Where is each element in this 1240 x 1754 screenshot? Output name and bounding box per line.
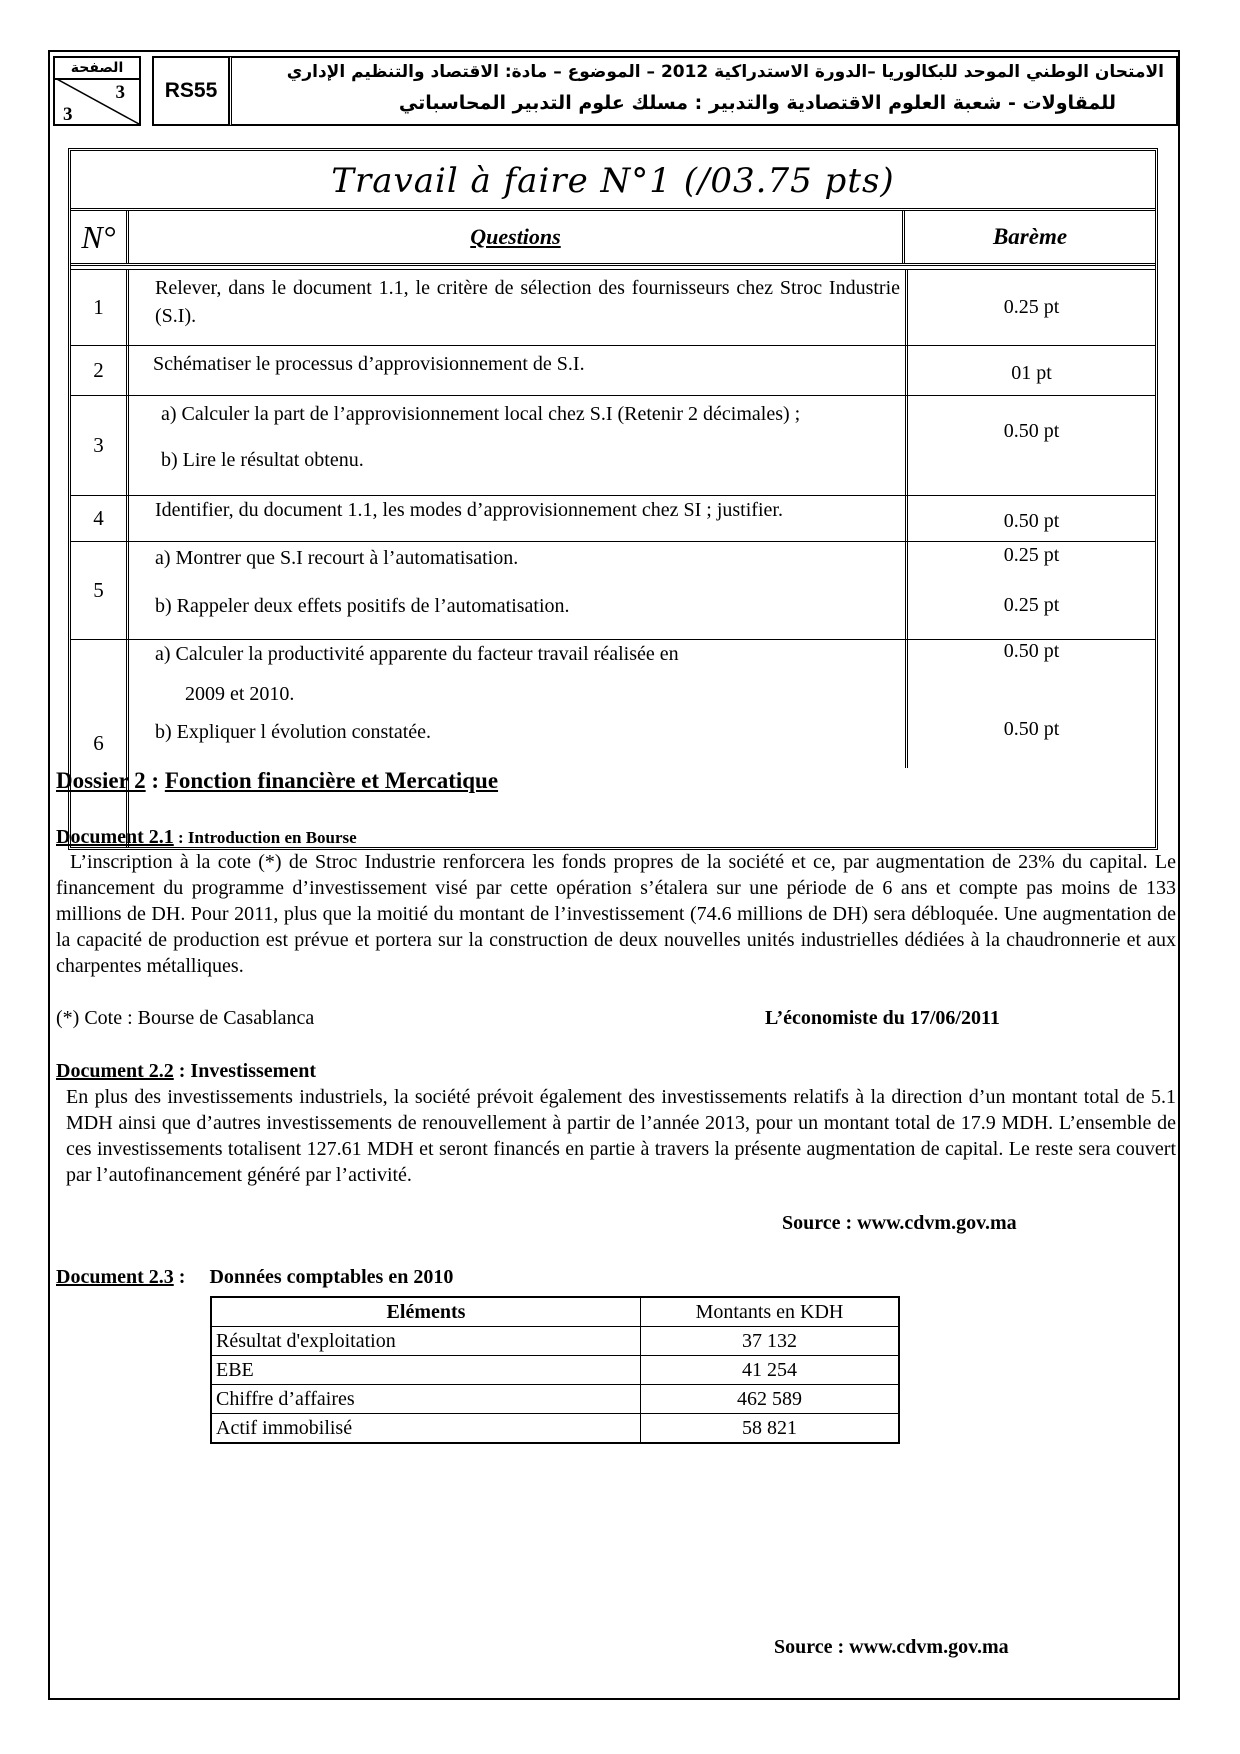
dossier-label: Dossier 2 <box>56 768 146 793</box>
doc23-element: Chiffre d’affaires <box>211 1385 641 1414</box>
table-row <box>211 1385 899 1414</box>
page-label: الصفحة <box>55 58 139 80</box>
exam-title-line2: للمقاولات - شعبة العلوم الاقتصادية والتدبير : مسلك علوم التدبير المحاسباتي <box>398 92 1116 114</box>
doc23-element: Résultat d'exploitation <box>211 1327 641 1356</box>
doc21-source: L’économiste du 17/06/2011 <box>765 1007 1000 1029</box>
dossier-separator: : <box>145 768 165 793</box>
page-total: 3 <box>63 104 73 125</box>
question-row <box>71 639 1155 847</box>
doc23-label: Document 2.3 <box>56 1266 174 1288</box>
question-row <box>71 541 1155 639</box>
doc23-element: EBE <box>211 1356 641 1385</box>
doc22-source: Source : www.cdvm.gov.ma <box>782 1212 1017 1234</box>
question-text: Identifier, du document 1.1, les modes d’approvisionnement chez SI ; justifier. <box>155 499 783 521</box>
doc23-montant: 462 589 <box>641 1385 900 1414</box>
doc22-label: Document 2.2 <box>56 1060 174 1082</box>
exam-code: RS55 <box>152 56 230 126</box>
question-points-cell <box>905 542 1155 639</box>
doc23-title: Données comptables en 2010 <box>209 1266 454 1288</box>
question-number: 1 <box>71 270 129 345</box>
work-table <box>68 148 1158 850</box>
question-text: Schématiser le processus d’approvisionnement de S.I. <box>153 353 585 375</box>
doc23-source: Source : www.cdvm.gov.ma <box>774 1636 1009 1658</box>
column-header-bareme: Barème <box>992 224 1068 249</box>
question-text-b: b) Lire le résultat obtenu. <box>161 449 364 471</box>
question-points: 0.25 pt <box>1003 296 1060 318</box>
exam-title-box <box>228 56 1178 126</box>
question-number: 4 <box>71 496 129 541</box>
question-text-a: a) Calculer la part de l’approvisionnement local chez S.I (Retenir 2 décimales) ; <box>161 403 801 425</box>
doc23-column-montants: Montants en KDH <box>641 1297 900 1327</box>
question-text-a: a) Montrer que S.I recourt à l’automatisation. <box>155 547 519 569</box>
question-points: 0.50 pt <box>1003 510 1060 532</box>
question-row <box>71 269 1155 345</box>
doc23-table <box>210 1296 900 1444</box>
doc23-heading <box>56 1264 453 1290</box>
question-text-a: a) Calculer la productivité apparente du facteur travail réalisée en <box>155 643 679 665</box>
dossier-heading <box>56 768 498 794</box>
page-number-box <box>53 56 141 126</box>
question-number: 2 <box>71 346 129 395</box>
question-points-b: 0.25 pt <box>1003 594 1060 616</box>
exam-title-line1: الامتحان الوطني الموحد للبكالوريا –الدورة الاستدراكية 2012 – الموضوع – مادة: الاقتصاد والتنظيم الإداري <box>286 62 1164 82</box>
question-points: 01 pt <box>1011 362 1052 384</box>
question-number: 6 <box>71 640 129 847</box>
question-points-cell <box>905 640 1155 768</box>
question-points-a: 0.25 pt <box>1003 544 1060 566</box>
question-number: 5 <box>71 542 129 639</box>
question-points: 0.50 pt <box>1003 420 1060 442</box>
doc23-header-row <box>211 1297 899 1327</box>
table-row <box>211 1327 899 1356</box>
exam-header <box>50 52 1178 128</box>
doc21-note: (*) Cote : Bourse de Casablanca <box>56 1007 315 1029</box>
page-frame <box>48 50 1180 1700</box>
doc22-heading <box>56 1058 316 1084</box>
doc23-element: Actif immobilisé <box>211 1414 641 1444</box>
question-text-b: b) Expliquer l évolution constatée. <box>155 721 432 743</box>
column-header-number: N° <box>71 211 129 263</box>
doc23-montant: 41 254 <box>641 1356 900 1385</box>
question-row <box>71 345 1155 395</box>
doc22-title: : Investissement <box>173 1060 316 1082</box>
question-points-b: 0.50 pt <box>1003 718 1060 740</box>
column-header-questions: Questions <box>129 211 905 263</box>
question-number: 3 <box>71 396 129 495</box>
question-text-b: b) Rappeler deux effets positifs de l’automatisation. <box>155 595 570 617</box>
table-row <box>211 1414 899 1444</box>
work-title: Travail à faire N°1 (/03.75 pts) <box>71 151 1155 211</box>
question-row <box>71 495 1155 541</box>
doc22-body: En plus des investissements industriels, la société prévoit également des investissements relatifs à la direction d’un montant total de 5.1 MDH ainsi que d’autres investissements de renouvellement à partir de l’année 2013, pour un montant total de 17.9 MDH. L’ensemble de ces investissements totalisent 127.61 MDH et seront financés en partie à travers la présente augmentation de capital. Le reste sera couvert par l’autofinancement généré par l’activité. <box>66 1086 1176 1186</box>
doc23-montant: 58 821 <box>641 1414 900 1444</box>
question-text-a-cont: 2009 et 2010. <box>185 683 295 705</box>
dossier-title: Fonction financière et Mercatique <box>164 768 499 793</box>
question-points-a: 0.50 pt <box>1003 640 1060 662</box>
table-row <box>211 1356 899 1385</box>
doc23-column-elements: Eléments <box>211 1297 641 1327</box>
question-points-cell <box>905 496 1155 541</box>
question-points-cell <box>905 346 1155 395</box>
doc21-title: : Introduction en Bourse <box>173 828 357 847</box>
doc21-heading <box>56 824 357 851</box>
question-text: Relever, dans le document 1.1, le critère de sélection des fournisseurs chez Stroc Industrie (S.I). <box>155 277 900 327</box>
question-points-cell <box>905 270 1155 345</box>
doc23-separator: : <box>173 1266 186 1288</box>
question-points-cell <box>905 396 1155 495</box>
doc21-body: L’inscription à la cote (*) de Stroc Industrie renforcera les fonds propres de la société et ce, par augmentation de 23% du capital. Le financement du programme d’investissement visé par cette opération s’étalera sur une période de 6 ans et compte pas moins de 133 millions de DH. Pour 2011, plus que la moitié du montant de l’investissement (74.6 millions de DH) sera débloquée. Une augmentation de la capacité de production est prévue et portera sur la construction de deux nouvelles unités industrielles dédiées à la chaudronnerie et aux charpentes métalliques. <box>56 851 1176 977</box>
header-divider <box>71 263 1155 266</box>
question-row <box>71 395 1155 495</box>
page-number: 3 <box>115 82 125 103</box>
doc23-montant: 37 132 <box>641 1327 900 1356</box>
doc21-label: Document 2.1 <box>56 826 174 848</box>
